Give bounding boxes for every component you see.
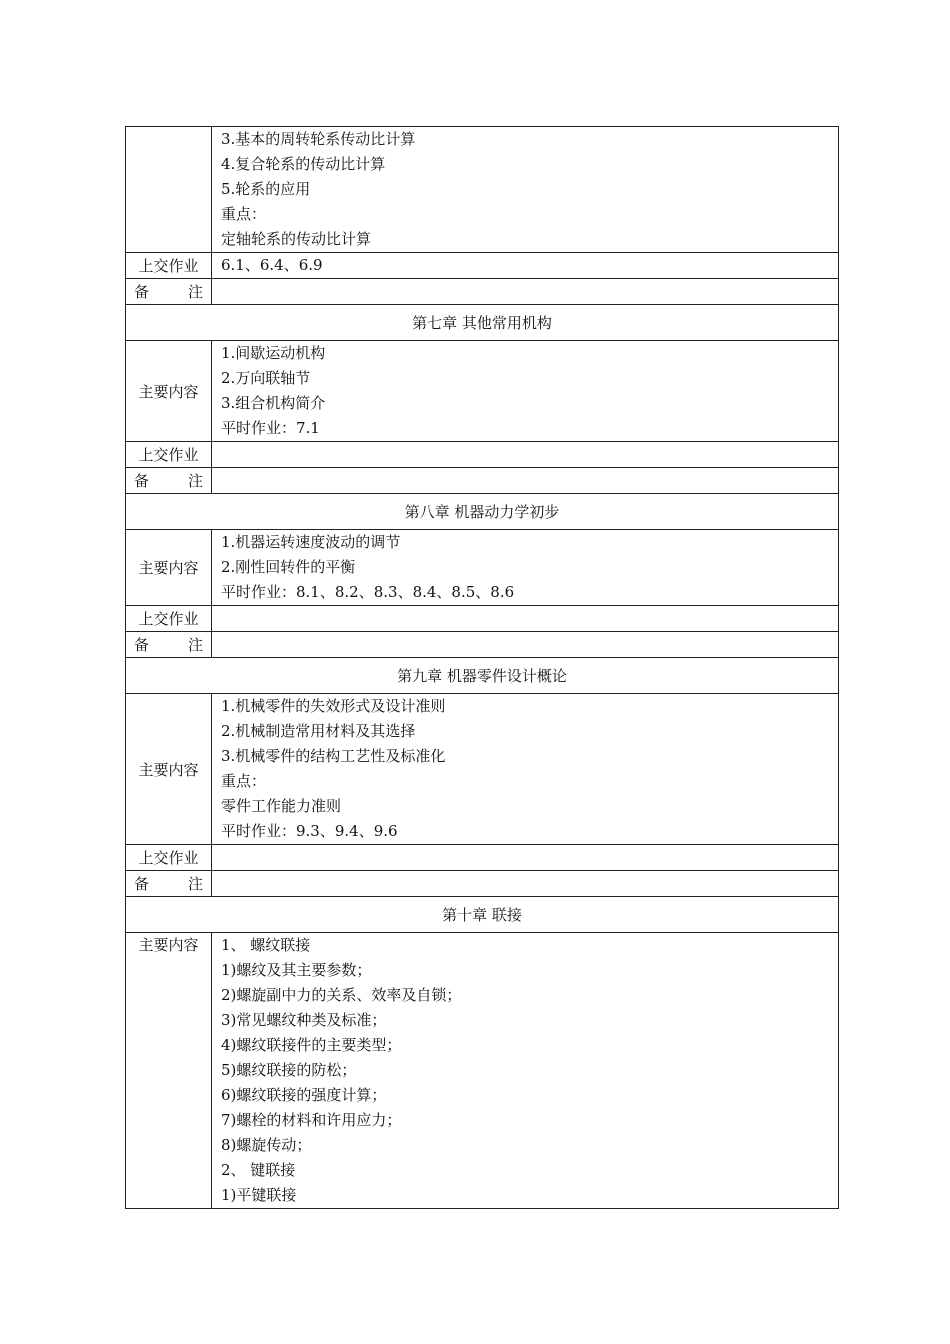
remarks-value: [212, 279, 839, 305]
remarks-row: [126, 871, 839, 897]
syllabus-table: [125, 126, 839, 1209]
homework-value: [212, 845, 839, 871]
content-line: 1.机器运转速度波动的调节: [221, 533, 401, 551]
content-cell: [212, 530, 839, 606]
homework-row: [126, 442, 839, 468]
chapter-title: 第七章 其他常用机构: [126, 305, 839, 341]
chapter-heading-row: [126, 658, 839, 694]
remarks-label: 备 注: [126, 468, 212, 494]
main-content-label: 主要内容: [126, 933, 212, 1209]
main-content-label: 主要内容: [126, 530, 212, 606]
content-line: 8)螺旋传动；: [221, 1136, 312, 1154]
content-line: 6)螺纹联接的强度计算；: [221, 1086, 387, 1104]
content-row: [126, 127, 839, 253]
content-line: 1.间歇运动机构: [221, 344, 326, 362]
homework-value: [212, 606, 839, 632]
content-cell: [212, 341, 839, 442]
content-line: 2.刚性回转件的平衡: [221, 558, 356, 576]
content-line: 5)螺纹联接的防松；: [221, 1061, 357, 1079]
homework-row: [126, 606, 839, 632]
content-line: 3)常见螺纹种类及标准；: [221, 1011, 387, 1029]
chapter-title: 第十章 联接: [126, 897, 839, 933]
content-line: 2.万向联轴节: [221, 369, 311, 387]
homework-row: [126, 845, 839, 871]
content-line: 平时作业：7.1: [221, 419, 320, 437]
homework-label: 上交作业: [126, 606, 212, 632]
content-row: [126, 694, 839, 845]
homework-label: 上交作业: [126, 253, 212, 279]
remarks-row: [126, 279, 839, 305]
content-line: 2、 键联接: [221, 1161, 296, 1179]
content-cell: [212, 127, 839, 253]
remarks-row: [126, 468, 839, 494]
remarks-row: [126, 632, 839, 658]
content-line: 2.机械制造常用材料及其选择: [221, 722, 416, 740]
content-line: 定轴轮系的传动比计算: [221, 230, 372, 248]
content-row: [126, 933, 839, 1209]
content-line: 平时作业：8.1、8.2、8.3、8.4、8.5、8.6: [221, 583, 515, 601]
content-line: 重点：: [221, 205, 267, 223]
content-cell: [212, 933, 839, 1209]
content-line: 4.复合轮系的传动比计算: [221, 155, 386, 173]
content-cell: [212, 694, 839, 845]
remarks-value: [212, 632, 839, 658]
remarks-value: [212, 468, 839, 494]
chapter-heading-row: [126, 305, 839, 341]
chapter-heading-row: [126, 897, 839, 933]
content-line: 1)平键联接: [221, 1186, 297, 1204]
content-line: 1.机械零件的失效形式及设计准则: [221, 697, 446, 715]
remarks-label: 备 注: [126, 632, 212, 658]
content-line: 1、 螺纹联接: [221, 936, 311, 954]
remarks-value: [212, 871, 839, 897]
content-line: 3.机械零件的结构工艺性及标准化: [221, 747, 446, 765]
homework-label: 上交作业: [126, 845, 212, 871]
remarks-label: 备 注: [126, 279, 212, 305]
remarks-label: 备 注: [126, 871, 212, 897]
homework-label: 上交作业: [126, 442, 212, 468]
content-line: 重点：: [221, 772, 267, 790]
chapter-title: 第八章 机器动力学初步: [126, 494, 839, 530]
content-line: 7)螺栓的材料和许用应力；: [221, 1111, 402, 1129]
content-line: 5.轮系的应用: [221, 180, 311, 198]
content-line: 1)螺纹及其主要参数；: [221, 961, 372, 979]
chapter-title: 第九章 机器零件设计概论: [126, 658, 839, 694]
homework-value: [212, 442, 839, 468]
homework-value: 6.1、6.4、6.9: [212, 253, 839, 279]
main-content-label: 主要内容: [126, 341, 212, 442]
content-line: 平时作业：9.3、9.4、9.6: [221, 822, 398, 840]
content-line: 4)螺纹联接件的主要类型；: [221, 1036, 402, 1054]
content-row: [126, 341, 839, 442]
main-content-label: 主要内容: [126, 694, 212, 845]
content-line: 2)螺旋副中力的关系、效率及自锁；: [221, 986, 462, 1004]
content-line: 3.基本的周转轮系传动比计算: [221, 130, 416, 148]
content-line: 3.组合机构简介: [221, 394, 326, 412]
content-line: 零件工作能力准则: [221, 797, 342, 815]
homework-row: [126, 253, 839, 279]
label-cell: [126, 127, 212, 253]
chapter-heading-row: [126, 494, 839, 530]
content-row: [126, 530, 839, 606]
